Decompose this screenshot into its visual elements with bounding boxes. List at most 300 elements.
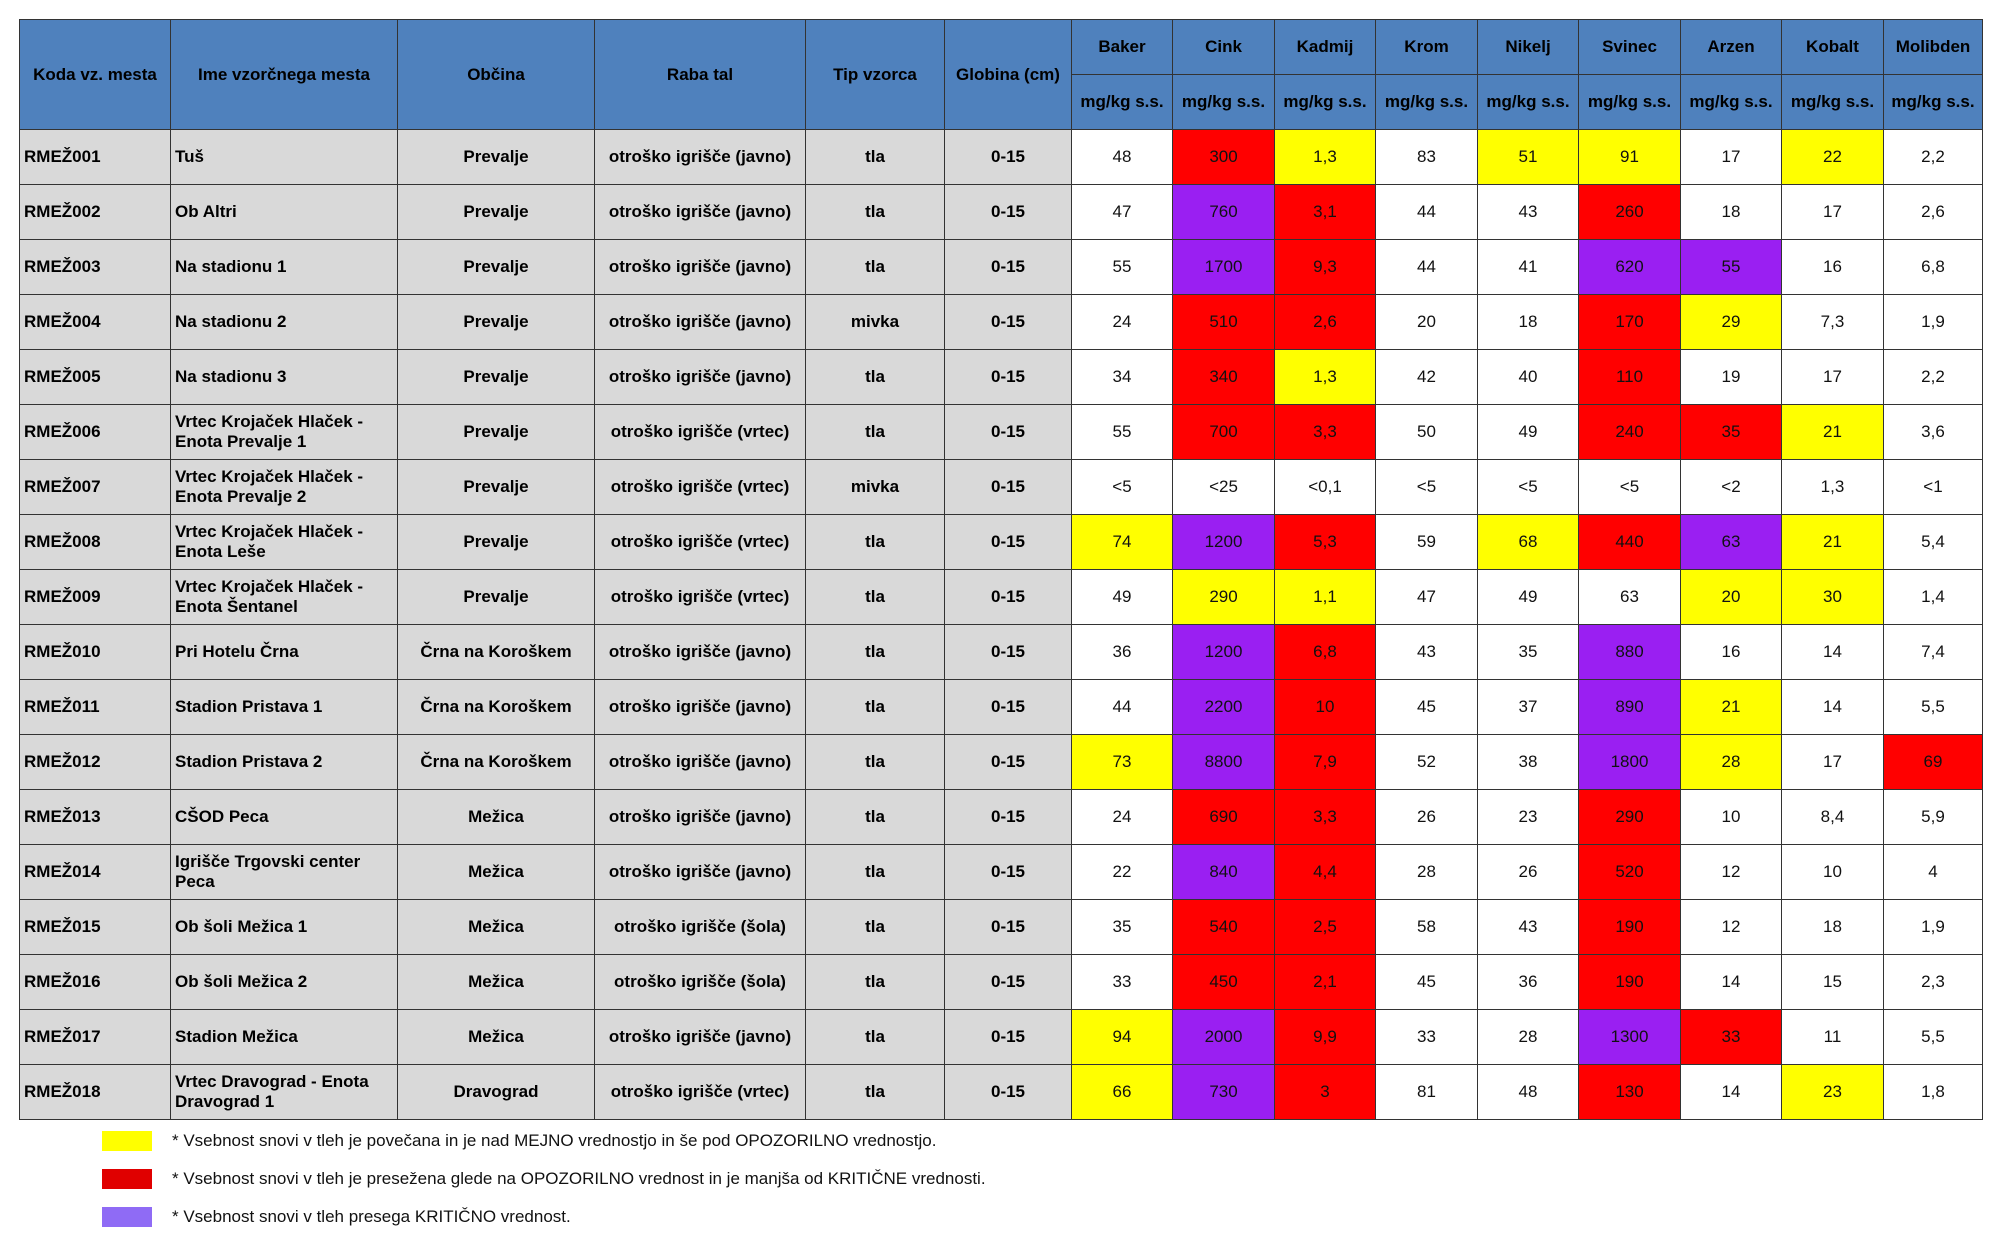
value-cell: 49	[1478, 570, 1579, 625]
value-cell: 2000	[1173, 1010, 1275, 1065]
value-cell: 22	[1072, 845, 1173, 900]
value-cell: 63	[1579, 570, 1681, 625]
sample-name-cell: Ob Altri	[171, 185, 398, 240]
value-cell: 58	[1376, 900, 1478, 955]
header-metal-chromium: Krom	[1376, 20, 1478, 75]
value-cell: 5,5	[1884, 1010, 1983, 1065]
sample-type-cell: tla	[806, 735, 945, 790]
depth-cell: 0-15	[945, 350, 1072, 405]
value-cell: <25	[1173, 460, 1275, 515]
sample-type-cell: tla	[806, 130, 945, 185]
value-cell: 63	[1681, 515, 1782, 570]
value-cell: 43	[1478, 900, 1579, 955]
header-sample-type: Tip vzorca	[806, 20, 945, 130]
sample-code-cell: RMEŽ008	[20, 515, 171, 570]
land-use-cell: otroško igrišče (vrtec)	[595, 1065, 806, 1120]
value-cell: 42	[1376, 350, 1478, 405]
value-cell: 290	[1173, 570, 1275, 625]
value-cell: 16	[1782, 240, 1884, 295]
sample-name-cell: Ob šoli Mežica 2	[171, 955, 398, 1010]
table-row	[20, 295, 1983, 350]
value-cell: 1,3	[1782, 460, 1884, 515]
sample-code-cell: RMEŽ006	[20, 405, 171, 460]
value-cell: <5	[1072, 460, 1173, 515]
sample-type-cell: tla	[806, 680, 945, 735]
municipality-cell: Črna na Koroškem	[398, 735, 595, 790]
unit-header: mg/kg s.s.	[1579, 75, 1681, 130]
value-cell: <2	[1681, 460, 1782, 515]
value-cell: 3,3	[1275, 790, 1376, 845]
sample-name-cell: Pri Hotelu Črna	[171, 625, 398, 680]
value-cell: 49	[1478, 405, 1579, 460]
value-cell: 15	[1782, 955, 1884, 1010]
legend-swatch	[102, 1131, 152, 1151]
value-cell: 36	[1478, 955, 1579, 1010]
sample-type-cell: tla	[806, 570, 945, 625]
value-cell: 18	[1478, 295, 1579, 350]
value-cell: 260	[1579, 185, 1681, 240]
value-cell: 30	[1782, 570, 1884, 625]
value-cell: 21	[1681, 680, 1782, 735]
municipality-cell: Prevalje	[398, 130, 595, 185]
value-cell: 23	[1782, 1065, 1884, 1120]
value-cell: 21	[1782, 405, 1884, 460]
sample-name-cell: Stadion Mežica	[171, 1010, 398, 1065]
value-cell: 41	[1478, 240, 1579, 295]
value-cell: 47	[1072, 185, 1173, 240]
land-use-cell: otroško igrišče (javno)	[595, 240, 806, 295]
header-depth: Globina (cm)	[945, 20, 1072, 130]
value-cell: 130	[1579, 1065, 1681, 1120]
table-row	[20, 570, 1983, 625]
sample-name-cell: Stadion Pristava 1	[171, 680, 398, 735]
value-cell: 73	[1072, 735, 1173, 790]
value-cell: 1,9	[1884, 295, 1983, 350]
value-cell: 5,4	[1884, 515, 1983, 570]
value-cell: 1,3	[1275, 350, 1376, 405]
value-cell: 49	[1072, 570, 1173, 625]
value-cell: 51	[1478, 130, 1579, 185]
sample-type-cell: tla	[806, 625, 945, 680]
value-cell: 620	[1579, 240, 1681, 295]
header-metal-zinc: Cink	[1173, 20, 1275, 75]
sample-name-cell: Igrišče Trgovski center Peca	[171, 845, 398, 900]
value-cell: 36	[1072, 625, 1173, 680]
depth-cell: 0-15	[945, 460, 1072, 515]
sample-name-cell: Ob šoli Mežica 1	[171, 900, 398, 955]
depth-cell: 0-15	[945, 130, 1072, 185]
value-cell: 7,3	[1782, 295, 1884, 350]
value-cell: 5,3	[1275, 515, 1376, 570]
value-cell: 48	[1072, 130, 1173, 185]
municipality-cell: Prevalje	[398, 295, 595, 350]
value-cell: 45	[1376, 955, 1478, 1010]
value-cell: 33	[1376, 1010, 1478, 1065]
value-cell: 14	[1782, 680, 1884, 735]
unit-header: mg/kg s.s.	[1681, 75, 1782, 130]
value-cell: 33	[1681, 1010, 1782, 1065]
value-cell: 12	[1681, 845, 1782, 900]
sample-type-cell: tla	[806, 240, 945, 295]
value-cell: <1	[1884, 460, 1983, 515]
value-cell: 2,5	[1275, 900, 1376, 955]
sample-code-cell: RMEŽ015	[20, 900, 171, 955]
legend-swatch	[102, 1207, 152, 1227]
header-code: Koda vz. mesta	[20, 20, 171, 130]
value-cell: 17	[1681, 130, 1782, 185]
value-cell: 81	[1376, 1065, 1478, 1120]
header-land-use: Raba tal	[595, 20, 806, 130]
value-cell: 8,4	[1782, 790, 1884, 845]
value-cell: 5,5	[1884, 680, 1983, 735]
land-use-cell: otroško igrišče (javno)	[595, 735, 806, 790]
unit-header: mg/kg s.s.	[1884, 75, 1983, 130]
sample-code-cell: RMEŽ001	[20, 130, 171, 185]
value-cell: 50	[1376, 405, 1478, 460]
sample-name-cell: Vrtec Krojaček Hlaček - Enota Prevalje 2	[171, 460, 398, 515]
land-use-cell: otroško igrišče (vrtec)	[595, 515, 806, 570]
depth-cell: 0-15	[945, 570, 1072, 625]
sample-code-cell: RMEŽ009	[20, 570, 171, 625]
municipality-cell: Mežica	[398, 955, 595, 1010]
value-cell: 24	[1072, 790, 1173, 845]
sample-name-cell: Vrtec Krojaček Hlaček - Enota Šentanel	[171, 570, 398, 625]
value-cell: 17	[1782, 185, 1884, 240]
sample-code-cell: RMEŽ002	[20, 185, 171, 240]
value-cell: 450	[1173, 955, 1275, 1010]
value-cell: <0,1	[1275, 460, 1376, 515]
sample-code-cell: RMEŽ014	[20, 845, 171, 900]
value-cell: 3	[1275, 1065, 1376, 1120]
sample-type-cell: tla	[806, 350, 945, 405]
value-cell: 730	[1173, 1065, 1275, 1120]
table-row	[20, 460, 1983, 515]
value-cell: 520	[1579, 845, 1681, 900]
value-cell: 2200	[1173, 680, 1275, 735]
value-cell: 1,8	[1884, 1065, 1983, 1120]
table-row	[20, 185, 1983, 240]
table-row	[20, 405, 1983, 460]
depth-cell: 0-15	[945, 515, 1072, 570]
value-cell: <5	[1478, 460, 1579, 515]
value-cell: 47	[1376, 570, 1478, 625]
value-cell: 1,4	[1884, 570, 1983, 625]
value-cell: 300	[1173, 130, 1275, 185]
depth-cell: 0-15	[945, 240, 1072, 295]
municipality-cell: Črna na Koroškem	[398, 680, 595, 735]
land-use-cell: otroško igrišče (javno)	[595, 625, 806, 680]
value-cell: 6,8	[1884, 240, 1983, 295]
sample-type-cell: tla	[806, 845, 945, 900]
value-cell: 28	[1478, 1010, 1579, 1065]
land-use-cell: otroško igrišče (vrtec)	[595, 570, 806, 625]
table-row	[20, 350, 1983, 405]
table-row	[20, 680, 1983, 735]
value-cell: 19	[1681, 350, 1782, 405]
value-cell: 43	[1376, 625, 1478, 680]
value-cell: 760	[1173, 185, 1275, 240]
sample-type-cell: tla	[806, 515, 945, 570]
value-cell: 7,4	[1884, 625, 1983, 680]
value-cell: 11	[1782, 1010, 1884, 1065]
municipality-cell: Prevalje	[398, 185, 595, 240]
value-cell: 44	[1376, 240, 1478, 295]
value-cell: 23	[1478, 790, 1579, 845]
sample-code-cell: RMEŽ003	[20, 240, 171, 295]
municipality-cell: Prevalje	[398, 240, 595, 295]
value-cell: 24	[1072, 295, 1173, 350]
value-cell: 55	[1681, 240, 1782, 295]
sample-name-cell: Stadion Pristava 2	[171, 735, 398, 790]
value-cell: 6,8	[1275, 625, 1376, 680]
table-row	[20, 955, 1983, 1010]
municipality-cell: Prevalje	[398, 570, 595, 625]
legend-swatch	[102, 1169, 152, 1189]
value-cell: 74	[1072, 515, 1173, 570]
value-cell: 110	[1579, 350, 1681, 405]
value-cell: 4	[1884, 845, 1983, 900]
table-row	[20, 900, 1983, 955]
depth-cell: 0-15	[945, 295, 1072, 350]
municipality-cell: Mežica	[398, 1010, 595, 1065]
sample-name-cell: Vrtec Krojaček Hlaček - Enota Prevalje 1	[171, 405, 398, 460]
municipality-cell: Prevalje	[398, 350, 595, 405]
unit-header: mg/kg s.s.	[1072, 75, 1173, 130]
value-cell: 1,9	[1884, 900, 1983, 955]
sample-type-cell: tla	[806, 1010, 945, 1065]
table-row	[20, 790, 1983, 845]
value-cell: <5	[1579, 460, 1681, 515]
depth-cell: 0-15	[945, 1065, 1072, 1120]
depth-cell: 0-15	[945, 680, 1072, 735]
value-cell: 190	[1579, 955, 1681, 1010]
table-row	[20, 1065, 1983, 1120]
header-metal-arsenic: Arzen	[1681, 20, 1782, 75]
sample-name-cell: Tuš	[171, 130, 398, 185]
value-cell: 48	[1478, 1065, 1579, 1120]
value-cell: 3,3	[1275, 405, 1376, 460]
value-cell: 690	[1173, 790, 1275, 845]
value-cell: 26	[1478, 845, 1579, 900]
depth-cell: 0-15	[945, 185, 1072, 240]
sample-type-cell: tla	[806, 405, 945, 460]
municipality-cell: Dravograd	[398, 1065, 595, 1120]
value-cell: 66	[1072, 1065, 1173, 1120]
municipality-cell: Prevalje	[398, 460, 595, 515]
value-cell: <5	[1376, 460, 1478, 515]
value-cell: 34	[1072, 350, 1173, 405]
land-use-cell: otroško igrišče (vrtec)	[595, 405, 806, 460]
municipality-cell: Mežica	[398, 900, 595, 955]
value-cell: 20	[1681, 570, 1782, 625]
sample-name-cell: Na stadionu 3	[171, 350, 398, 405]
sample-type-cell: tla	[806, 185, 945, 240]
value-cell: 40	[1478, 350, 1579, 405]
header-metal-lead: Svinec	[1579, 20, 1681, 75]
table-row	[20, 515, 1983, 570]
land-use-cell: otroško igrišče (javno)	[595, 680, 806, 735]
value-cell: 1,1	[1275, 570, 1376, 625]
table-body	[20, 130, 1983, 1120]
land-use-cell: otroško igrišče (javno)	[595, 295, 806, 350]
value-cell: 29	[1681, 295, 1782, 350]
sample-name-cell: CŠOD Peca	[171, 790, 398, 845]
value-cell: 14	[1681, 1065, 1782, 1120]
value-cell: 540	[1173, 900, 1275, 955]
legend-text: * Vsebnost snovi v tleh je povečana in je nad MEJNO vrednostjo in še pod OPOZORILNO vrednostjo.	[172, 1131, 937, 1150]
table-row	[20, 735, 1983, 790]
value-cell: 68	[1478, 515, 1579, 570]
municipality-cell: Mežica	[398, 845, 595, 900]
value-cell: 290	[1579, 790, 1681, 845]
results-table-wrapper	[19, 19, 1983, 1120]
value-cell: 8800	[1173, 735, 1275, 790]
value-cell: 3,1	[1275, 185, 1376, 240]
value-cell: 43	[1478, 185, 1579, 240]
value-cell: 18	[1782, 900, 1884, 955]
table-row	[20, 240, 1983, 295]
depth-cell: 0-15	[945, 900, 1072, 955]
sample-type-cell: tla	[806, 1065, 945, 1120]
sample-name-cell: Na stadionu 1	[171, 240, 398, 295]
land-use-cell: otroško igrišče (javno)	[595, 130, 806, 185]
unit-header: mg/kg s.s.	[1173, 75, 1275, 130]
unit-header: mg/kg s.s.	[1376, 75, 1478, 130]
table-row	[20, 1010, 1983, 1065]
value-cell: 2,2	[1884, 350, 1983, 405]
value-cell: 880	[1579, 625, 1681, 680]
value-cell: 69	[1884, 735, 1983, 790]
value-cell: 2,1	[1275, 955, 1376, 1010]
header-metal-cadmium: Kadmij	[1275, 20, 1376, 75]
sample-type-cell: mivka	[806, 460, 945, 515]
value-cell: 7,9	[1275, 735, 1376, 790]
depth-cell: 0-15	[945, 955, 1072, 1010]
value-cell: 240	[1579, 405, 1681, 460]
legend-text: * Vsebnost snovi v tleh je presežena glede na OPOZORILNO vrednost in je manjša od KRITIČNE vrednosti.	[172, 1169, 986, 1188]
value-cell: 1200	[1173, 625, 1275, 680]
value-cell: 190	[1579, 900, 1681, 955]
value-cell: 1800	[1579, 735, 1681, 790]
depth-cell: 0-15	[945, 845, 1072, 900]
value-cell: 22	[1782, 130, 1884, 185]
sample-code-cell: RMEŽ016	[20, 955, 171, 1010]
value-cell: 10	[1681, 790, 1782, 845]
header-metal-nickel: Nikelj	[1478, 20, 1579, 75]
value-cell: 2,3	[1884, 955, 1983, 1010]
table-row	[20, 625, 1983, 680]
value-cell: 94	[1072, 1010, 1173, 1065]
value-cell: 2,6	[1275, 295, 1376, 350]
depth-cell: 0-15	[945, 405, 1072, 460]
value-cell: 1200	[1173, 515, 1275, 570]
sample-code-cell: RMEŽ012	[20, 735, 171, 790]
sample-code-cell: RMEŽ017	[20, 1010, 171, 1065]
legend-text: * Vsebnost snovi v tleh presega KRITIČNO vrednost.	[172, 1207, 571, 1226]
value-cell: 5,9	[1884, 790, 1983, 845]
land-use-cell: otroško igrišče (javno)	[595, 1010, 806, 1065]
table-row	[20, 845, 1983, 900]
municipality-cell: Črna na Koroškem	[398, 625, 595, 680]
sample-code-cell: RMEŽ005	[20, 350, 171, 405]
sample-code-cell: RMEŽ004	[20, 295, 171, 350]
land-use-cell: otroško igrišče (šola)	[595, 955, 806, 1010]
header-metal-cobalt: Kobalt	[1782, 20, 1884, 75]
header-metal-molybdenum: Molibden	[1884, 20, 1983, 75]
land-use-cell: otroško igrišče (javno)	[595, 350, 806, 405]
value-cell: 21	[1782, 515, 1884, 570]
value-cell: 91	[1579, 130, 1681, 185]
value-cell: 2,2	[1884, 130, 1983, 185]
value-cell: 35	[1478, 625, 1579, 680]
municipality-cell: Mežica	[398, 790, 595, 845]
value-cell: 28	[1681, 735, 1782, 790]
land-use-cell: otroško igrišče (javno)	[595, 790, 806, 845]
unit-header: mg/kg s.s.	[1782, 75, 1884, 130]
value-cell: 38	[1478, 735, 1579, 790]
depth-cell: 0-15	[945, 790, 1072, 845]
value-cell: 83	[1376, 130, 1478, 185]
sample-name-cell: Na stadionu 2	[171, 295, 398, 350]
sample-type-cell: tla	[806, 955, 945, 1010]
value-cell: 35	[1681, 405, 1782, 460]
value-cell: 3,6	[1884, 405, 1983, 460]
value-cell: 28	[1376, 845, 1478, 900]
value-cell: 890	[1579, 680, 1681, 735]
value-cell: 12	[1681, 900, 1782, 955]
sample-code-cell: RMEŽ007	[20, 460, 171, 515]
sample-code-cell: RMEŽ018	[20, 1065, 171, 1120]
value-cell: 45	[1376, 680, 1478, 735]
unit-header: mg/kg s.s.	[1275, 75, 1376, 130]
municipality-cell: Prevalje	[398, 405, 595, 460]
sample-name-cell: Vrtec Krojaček Hlaček - Enota Leše	[171, 515, 398, 570]
table-row	[20, 130, 1983, 185]
land-use-cell: otroško igrišče (javno)	[595, 845, 806, 900]
value-cell: 55	[1072, 405, 1173, 460]
value-cell: 700	[1173, 405, 1275, 460]
header-name: Ime vzorčnega mesta	[171, 20, 398, 130]
value-cell: 35	[1072, 900, 1173, 955]
header-municipality: Občina	[398, 20, 595, 130]
depth-cell: 0-15	[945, 1010, 1072, 1065]
land-use-cell: otroško igrišče (javno)	[595, 185, 806, 240]
value-cell: 440	[1579, 515, 1681, 570]
header-metal-copper: Baker	[1072, 20, 1173, 75]
value-cell: 55	[1072, 240, 1173, 295]
value-cell: 14	[1681, 955, 1782, 1010]
unit-header: mg/kg s.s.	[1478, 75, 1579, 130]
value-cell: 33	[1072, 955, 1173, 1010]
sample-code-cell: RMEŽ013	[20, 790, 171, 845]
value-cell: 4,4	[1275, 845, 1376, 900]
value-cell: 10	[1782, 845, 1884, 900]
value-cell: 1,3	[1275, 130, 1376, 185]
value-cell: 44	[1072, 680, 1173, 735]
value-cell: 44	[1376, 185, 1478, 240]
value-cell: 17	[1782, 735, 1884, 790]
sample-code-cell: RMEŽ010	[20, 625, 171, 680]
value-cell: 16	[1681, 625, 1782, 680]
value-cell: 52	[1376, 735, 1478, 790]
depth-cell: 0-15	[945, 735, 1072, 790]
value-cell: 59	[1376, 515, 1478, 570]
sample-type-cell: tla	[806, 790, 945, 845]
value-cell: 18	[1681, 185, 1782, 240]
value-cell: 170	[1579, 295, 1681, 350]
sample-type-cell: tla	[806, 900, 945, 955]
value-cell: 1300	[1579, 1010, 1681, 1065]
